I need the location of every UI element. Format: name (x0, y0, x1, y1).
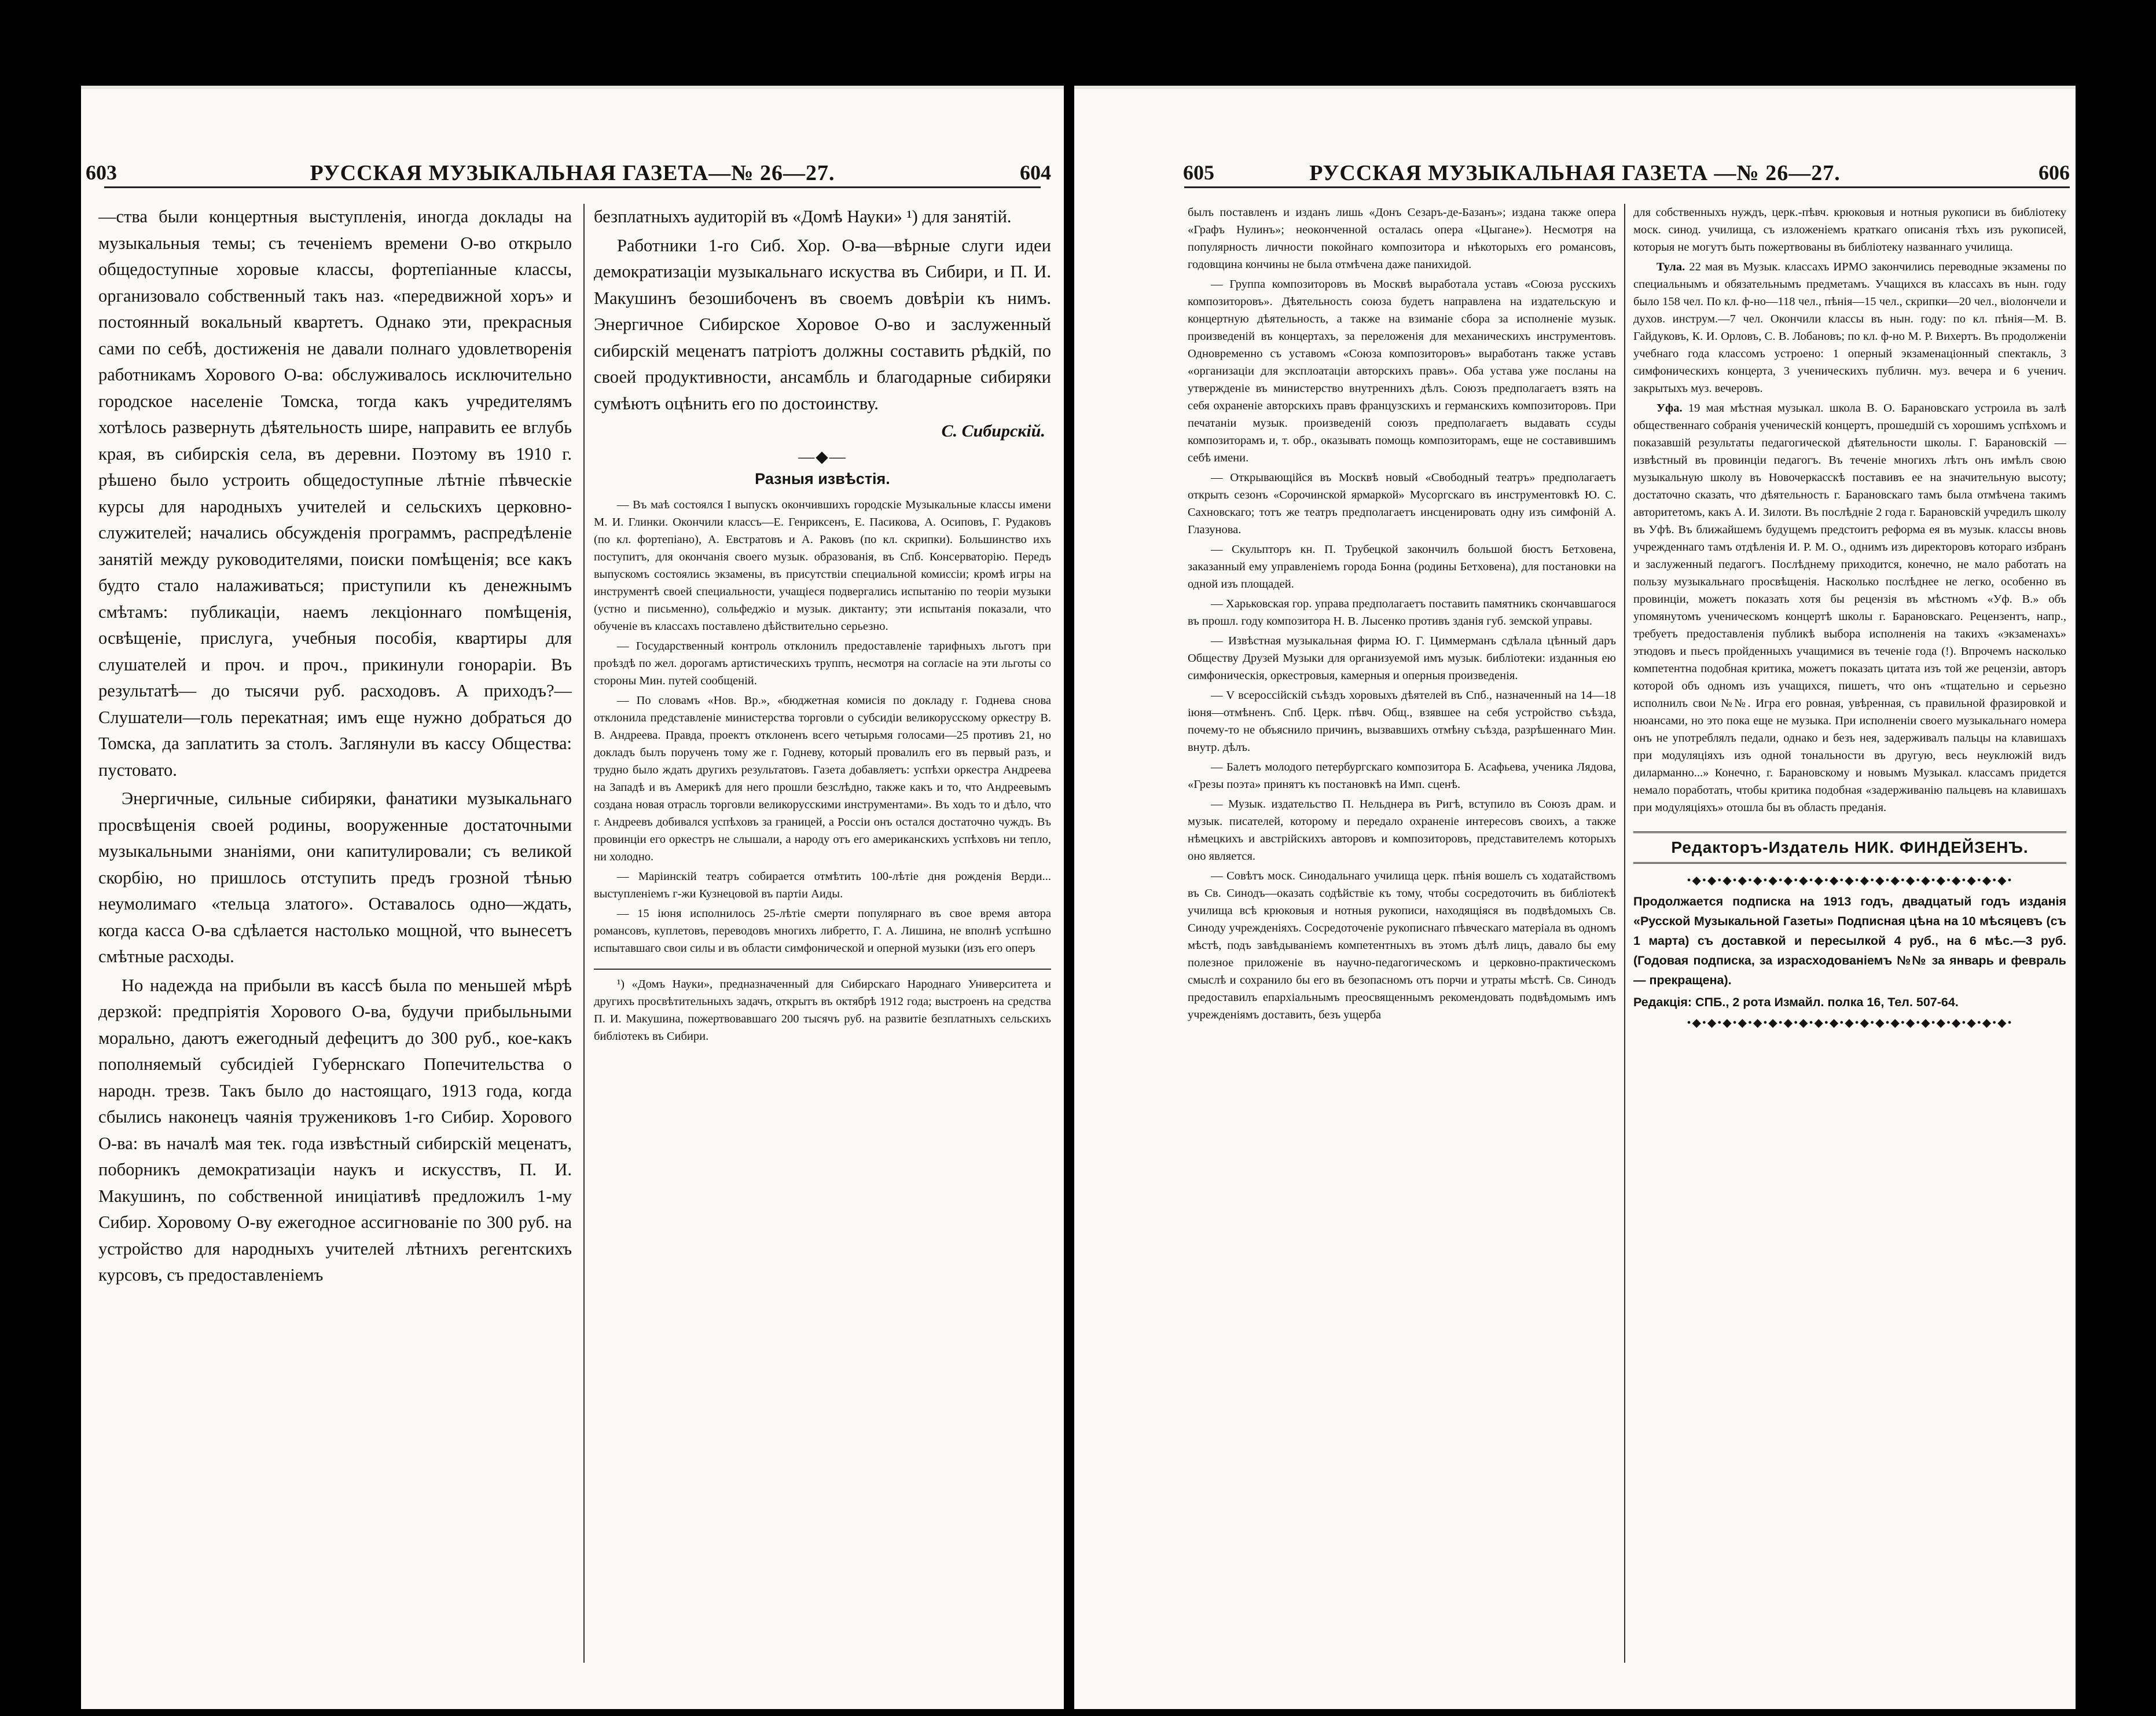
right-column-1 (1188, 204, 1616, 1686)
news-item: — Маріинскій театръ собирается отмѣтить 100-лѣтіе дня рожденія Верди... выступленіемъ г-жи Кузнецовой въ партіи Аиды. (594, 870, 1051, 900)
news-item: — Въ маѣ состоялся I выпускъ окончившихъ городскіе Музыкальные классы имени М. И. Глинки. Окончили классъ—Е. Генриксенъ, Е. Пасикова, А. Осиповъ, Г. Рудаковъ (по кл. фортепіано), А. Евстратовъ и А. Раковъ (по кл. скрипки). Большинство ихъ поступитъ, для окончанія своего музык. образованія, въ Спб. Консерваторію. Передъ выпускомъ состоялись экзамены, въ присутствіи специальной комиссіи; кромѣ игры на инструментѣ своей специальности, учащіеся подвергались испытанію по теоріи музыки (устно и письменно), сольфеджіо и музык. диктанту; эти испытанія показали, что обученіе въ классахъ поставлено дѣйствительно серьезно. (594, 498, 1051, 633)
running-title-right: РУССКАЯ МУЗЫКАЛЬНАЯ ГАЗЕТА —№ 26—27. (1309, 161, 1841, 185)
scan-edge-right (1074, 86, 2076, 89)
news-item: — V всероссійскій съѣздъ хоровыхъ дѣятелей въ Спб., назначенный на 14—18 іюня—отмѣненъ. Спб. Церк. пѣвч. Общ., взявшее на себя устройство съѣзда, почему-то не объяснило причинъ, вызвавшихъ отмѣну съѣзда, разрѣшеннаго Мин. внутр. дѣлъ. (1188, 689, 1616, 754)
left-page-header (81, 155, 1064, 195)
editor-publisher-line: Редакторъ-Издатель НИК. ФИНДЕЙЗЕНЪ. (1633, 831, 2066, 864)
right-column-2 (1633, 204, 2066, 1686)
news-item: — Открывающійся въ Москвѣ новый «Свободный театръ» предполагаетъ открыть сезонъ «Сорочинской ярмаркой» Мусоргскаго въ инструментовкѣ Ю. С. Сахновскаго; тотъ же театръ предполагаетъ инсценировать одну изъ симфоній А. Глазунова. (1188, 471, 1616, 536)
page-number-606: 606 (2039, 161, 2070, 184)
article-paragraph: безплатныхъ аудиторій въ «Домѣ Науки» ¹) для занятій. (594, 207, 1012, 226)
news-item-ufa (1633, 399, 2066, 816)
tula-label: Тула. (1657, 261, 1685, 273)
column-divider-left (583, 204, 585, 1663)
news-item-tula (1633, 258, 2066, 397)
page-number-605: 605 (1183, 161, 1214, 184)
article-signature: С. Сибирскій. (941, 421, 1045, 441)
article-paragraph: Но надежда на прибыли въ кассѣ была по меньшей мѣрѣ дерзкой: предпріятія Хорового О-ва, будучи прибыльными морально, даютъ ежегодный дефецитъ до 300 руб., кое-какъ пополняемый субсидіей Губернскаго Попечительства о народн. трезв. Такъ было до настоящаго, 1913 года, когда сбылись наконецъ чаянія тружениковъ 1-го Сибир. Хорового О-ва: въ началѣ мая тек. года извѣстный сибирскій меценатъ, поборникъ демократизаціи наукъ и искусствъ, П. И. Макушинъ, по собственной иниціативѣ предложилъ 1-му Сибир. Хоровому О-ву ежегодное ассигнованіе по 300 руб. на устройство для народныхъ учителей лѣтнихъ регентскихъ курсовъ, съ предоставленіемъ (98, 975, 572, 1285)
header-rule-right (1184, 186, 2070, 188)
page-number-604: 604 (1020, 161, 1051, 184)
news-item: для собственныхъ нуждъ, церк.-пѣвч. крюковыя и нотныя рукописи въ библіотеку моск. синод. училища, съ изложеніемъ краткаго описанія тѣхъ изъ рукописей, которыя не могутъ быть пожертвованы въ библіотеку названнаго училища. (1633, 206, 2066, 254)
ufa-text: 19 мая мѣстная музыкал. школа В. О. Барановскаго устроила въ залѣ общественнаго собранія ученическій концертъ, прошедшій съ хорошимъ успѣхомъ и показавшій результаты педагогической дѣятельности школы. Г. Барановскій — извѣстный въ провинціи педагогъ. Въ теченіе многихъ лѣтъ онъ имѣлъ свою музыкальную школу въ Новочеркасскѣ поставивъ ее на значительную высоту; достаточно сказать, что дѣятельность г. Барановскаго тамъ была отмѣчена такимъ авторитетомъ, какъ А. И. Зилоти. Въ послѣдніе 2 года г. Барановскій учредилъ школу въ Уфѣ. Въ ближайшемъ будущемъ предстоитъ реформа ея въ музык. классы вновь учрежденнаго тамъ отдѣленія И. Р. М. О., однимъ изъ директоровъ котораго избранъ и заслуженный педагогъ. Послѣднему приходится, конечно, не мало работать на пользу музыкальнаго просвѣщенія. Насколько послѣднее не легко, особенно въ провинціи, можетъ показать хотя бы рецензія въ мѣстномъ «Уф. В.» объ упомянутомъ ученическомъ концертѣ школы г. Барановскаго. Рецензентъ, напр., требуетъ предоставленія публикѣ выбора исполненія на такихъ «экзаменахъ» этюдовъ и пьесъ пройденныхъ учащимися въ теченіе года (!). Впрочемъ насколько компетентна подобная критика, можетъ показать цитата изъ той же рецензіи, авторъ которой объ одномъ изъ учащихся, пишетъ, что онъ «тщательно и серьезно исполнилъ свои №№. Игра его ровная, увѣренная, съ правильной фразировкой и нюансами, но это пока еще не музыка. При исполненіи своего музыкальнаго номера онъ не употреблялъ педали, однако и безъ нея, задерживалъ пальцы на клавишахъ при модуляціяхъ изъ одной тональности въ другую, весь неуклюжій видъ диларманно...» Конечно, г. Барановскому и новымъ Музыкал. классамъ придется немало поработать, чтобы критика подобная «задерживанію пальцевъ на клавишахъ при модуляціяхъ» отошла бы въ область преданія. (1633, 402, 2066, 814)
page-number-603: 603 (86, 161, 117, 184)
news-item: — Извѣстная музыкальная фирма Ю. Г. Циммерманъ сдѣлала цѣнный даръ Обществу Друзей Музыки для организуемой имъ музык. библіотеки: изданныя ею симфоническія, оркестровыя, камерныя и оперныя произведенія. (1188, 635, 1616, 682)
subscription-notice: Продолжается подписка на 1913 годъ, двадцатый годъ изданія «Русской Музыкальной Газеты» Подписная цѣна на 10 мѣсяцевъ (съ 1 марта) съ доставкой и пересылкой 4 руб., на 6 мѣс.—3 руб. (Годовая подписка, за израсходованіемъ №№ за январь и февраль — прекращена). (1633, 894, 2066, 987)
right-page (1074, 88, 2076, 1709)
news-item: — Балетъ молодого петербургскаго композитора Б. Асафьева, ученика Лядова, «Грезы поэта» принятъ къ постановкѣ на Имп. сценѣ. (1188, 761, 1616, 791)
left-page (81, 88, 1064, 1709)
news-item: — 15 іюня исполнилось 25-лѣтіе смерти популярнаго въ свое время автора романсовъ, куплетовъ, переводовъ многихъ либретто, Г. А. Лишина, не вполнѣ успѣшно испытавшаго свои силы и въ области симфонической и оперной музыки (изъ его оперъ (594, 907, 1051, 955)
section-title: Разныя извѣстія. (755, 470, 890, 487)
left-column-1 (98, 204, 572, 1686)
left-column-2 (594, 204, 1051, 1686)
news-item: — По словамъ «Нов. Вр.», «бюджетная комисія по докладу г. Годнева снова отклонила представленіе министерства торговли о субсидіи великорусскому оркестру В. В. Андреева. Правда, проектъ отклоненъ всего четырьмя голосами—25 противъ 21, но докладъ былъ порученъ тому же г. Годневу, который провалилъ его въ первый разъ, и трудно было ждать другихъ результатовъ. Газета добавляетъ: успѣхи оркестра Андреева на Западѣ и въ Америкѣ для него прошли безслѣдно, также какъ и то, что Андреевымъ создана новая отрасль торговли великорусскими инструментами». Въ ходъ то и дѣло, что г. Андреевъ добивался успѣховъ за границей, а Россіи онъ остался достаточно чуждъ. Въ провинціи его оркестръ не слышали, а народу отъ его американскихъ успѣховъ ни тепло, ни холодно. (594, 694, 1051, 863)
news-item: былъ поставленъ и изданъ лишь «Донъ Сезаръ-де-Базанъ»; издана также опера «Графъ Нулинъ»; неоконченной осталась опера «Цыгане»). Несмотря на популярность личности покойнаго композитора и нѣкоторыхъ его романсовъ, годовщина кончины не была отмѣчена даже панихидой. (1188, 206, 1616, 271)
header-rule-left (104, 186, 1041, 188)
article-paragraph: —ства были концертныя выступленія, иногда доклады на музыкальныя темы; съ теченіемъ времени О-во открыло общедоступные хоровые классы, фортепіанные классы, организовало собственный такъ наз. «передвижной хоръ» и постоянный вокальный квартетъ. Однако эти, прекрасныя сами по себѣ, достиженія не давали полнаго удовлетворенія работникамъ Хорового О-ва: обслуживалось исключительно городское населеніе Томска, тогда какъ учредителямъ хотѣлось развернуть дѣятельность шире, направить ее вглубь края, въ сибирскія села, въ деревни. Поэтому въ 1910 г. рѣшено было устроить общедоступные лѣтніе пѣвческіе курсы для народныхъ учителей и сельскихъ церковно-служителей; начались обсужденія программъ, распредѣленіе занятій между руководителями, поиски помѣщенія; все какъ будто стало налаживаться; приступили къ денежнымъ смѣтамъ: публикаціи, наемъ лекціоннаго помѣщенія, освѣщеніе, прислуга, учебныя пособія, квартиры для слушателей и проч. и проч., прикинули гонораріи. Въ результатѣ— до тысячи руб. расходовъ. А приходъ?— Слушатели—голь перекатная; имъ еще нужно добраться до Томска, да заплатить за столъ. Заглянули въ кассу Общества: пустовато. (98, 207, 572, 780)
footnote-text: ¹) «Домъ Науки», предназначенный для Сибирскаго Народнаго Университета и другихъ просвѣтительныхъ задачъ, открытъ въ октябрѣ 1912 года; выстроенъ на средства П. И. Макушина, пожертвовавшаго 200 тысячъ руб. на развитіе безплатныхъ сельскихъ библіотекъ въ Сибири. (594, 978, 1051, 1043)
article-paragraph: Энергичные, сильные сибиряки, фанатики музыкальнаго просвѣщенія своей родины, вооруженные достаточными музыкальными знаніями, они капитулировали; съ великой скорбію, но пришлось отступить предъ грозной тѣнью неумолимаго «тельца златого». Оставалось одно—ждать, когда касса О-ва сдѣлается настолько мощной, что вынесетъ смѣтные расходы. (98, 789, 572, 966)
news-item: — Государственный контроль отклонилъ предоставленіе тарифныхъ льготъ при проѣздѣ по жел. дорогамъ артистическихъ труппъ, несмотря на согласіе на эти льготы со стороны Мин. путей сообщеній. (594, 640, 1051, 687)
ufa-label: Уфа. (1657, 402, 1683, 415)
tula-text: 22 мая въ Музык. классахъ ИРМО закончились переводные экзамены по специальнымъ и обязательнымъ предметамъ. Учащихся въ классахъ въ нын. году было 158 чел. По кл. ф-но—118 чел., пѣнія—15 чел., скрипки—20 чел., віолончели и духов. инструм.—7 чел. Окончили классы въ нын. году: по кл. пѣнія—М. В. Гайдуковъ, К. И. Орловъ, С. В. Лобановъ; по кл. ф-но М. Р. Вихертъ. Въ продолженіи учебнаго года классомъ устроено: 1 оперный экзаменаціонный спектакль, 3 симфоническихъ концерта, 3 ученическихъ публичн. муз. вечера и 6 ученич. закрытыхъ муз. вечеровъ. (1633, 261, 2066, 395)
footnote (594, 969, 1051, 1045)
dotted-border-bottom: •◆•◆•◆•◆•◆•◆•◆•◆•◆•◆•◆•◆•◆•◆•◆•◆•◆•◆•◆•◆•◆• (1687, 1017, 2013, 1029)
dotted-border-top: •◆•◆•◆•◆•◆•◆•◆•◆•◆•◆•◆•◆•◆•◆•◆•◆•◆•◆•◆•◆•◆• (1687, 874, 2013, 887)
news-item: — Скульпторъ кн. П. Трубецкой закончилъ большой бюстъ Бетховена, заказанный ему управленіемъ города Бонна (родины Бетховена), для постановки на одной изъ площадей. (1188, 543, 1616, 591)
right-page-header (1074, 155, 2076, 195)
column-divider-right (1624, 204, 1625, 1663)
scan-edge-left (81, 86, 1064, 89)
news-item: — Харьковская гор. управа предполагаетъ поставить памятникъ скончавшагося въ прошл. году композитора Н. В. Лысенко противъ зданія губ. земской управы. (1188, 597, 1616, 628)
article-paragraph: Работники 1-го Сиб. Хор. О-ва—вѣрные слуги идеи демократизаціи музыкальнаго искуства въ Сибири, и П. И. Макушинъ безошибоченъ въ своемъ довѣріи къ нимъ. Энергичное Сибирское Хоровое О-во и заслуженный сибирскій меценатъ патріотъ должны составить рѣдкій, по своей продуктивности, ансамбль и благодарные сибиряки сумѣютъ оцѣнить его по достоинству. (594, 235, 1051, 413)
ornament-divider: —◆— (798, 448, 847, 466)
editorial-address: Редакція: СПБ., 2 рота Измайл. полка 16, Тел. 507-64. (1633, 995, 1959, 1009)
running-title-left: РУССКАЯ МУЗЫКАЛЬНАЯ ГАЗЕТА—№ 26—27. (310, 161, 835, 185)
news-item: — Совѣтъ моск. Синодальнаго училища церк. пѣнія вошелъ съ ходатайствомъ въ Св. Синодъ—оказать содѣйствіе къ тому, чтобы сосредоточить въ библіотекѣ училища всѣ крюковыя и нотныя рукописи, находящіяся въ подвѣдомыхъ Св. Синоду учрежденіяхъ. Сосредоточеніе рукописнаго пѣвческаго матеріала въ одномъ мѣстѣ, подъ завѣдываніемъ компетентныхъ въ этомъ дѣлѣ лицъ, давало бы ему полезное приложеніе въ научно-педагогическомъ и церковно-практическомъ смыслѣ и сохранило бы его въ безопасномъ отъ порчи и утраты мѣстѣ. Св. Синодъ предоставилъ епархіальнымъ преосвященнымъ рекомендовать подвѣдомымъ имъ учрежденіямъ доставить, безъ ущерба (1188, 870, 1616, 1021)
news-item: — Группа композиторовъ въ Москвѣ выработала уставъ «Союза русскихъ композиторовъ». Дѣятельность союза будетъ направлена на издательскую и концертную дѣятельность, а также на взиманіе сбора за исполненіе музык. произведеній въ концертахъ, за переложенія для механическихъ инструментовъ. Одновременно съ уставомъ «Союза композиторовъ» выработанъ также уставъ «организаціи для эксплоатаціи авторскихъ правъ». Оба устава уже посланы на утвержденіе въ министерство внутреннихъ дѣлъ. Союзъ предполагаетъ взять на себя охраненіе авторскихъ правъ французскихъ и германскихъ композиторовъ. При печатаніи музык. произведеній союзъ предполагаетъ выдавать ссуды композиторамъ и, т. обр., оказывать помощь композиторамъ, еще не составившимъ себѣ имени. (1188, 278, 1616, 464)
news-item: — Музык. издательство П. Нельднера въ Ригѣ, вступило въ Союзъ драм. и музык. писателей, которому и передало охраненіе интересовъ своихъ, а также нѣмецкихъ и австрійскихъ авторовъ и композиторовъ, представителемъ которыхъ оно является. (1188, 798, 1616, 863)
